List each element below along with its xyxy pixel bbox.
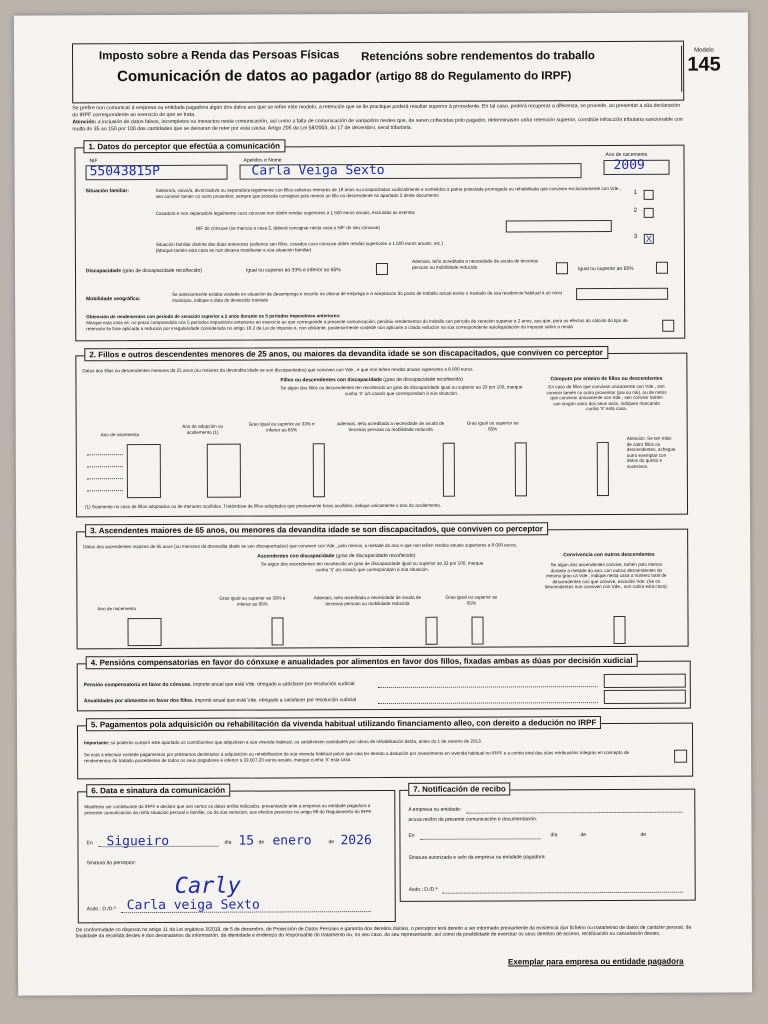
receipt-signature-label: Sinatura autorizada e selo da empresa ou entidade pagadora: (408, 854, 546, 861)
children-whole-note: En caso de fillos que convivan unicamente con Vde., sen convivir tamén co outro proxenitor (pai ou nai), ou de netos que convivan unicamente con Vde., sen convivir tamén con ningún outro dos seus avós, indíqueo marcando cunha 'X' esta casa. (546, 383, 667, 412)
receipt-de1-label: de (580, 832, 587, 839)
copy-label: Exemplar para empresa ou entidade pagadora (507, 956, 684, 967)
section-2 (75, 348, 688, 518)
section-2-title: 2. Fillos e outros descendentes menores de 25 anos, ou maiores da devandita idade se son discapacitados, que conviven co perceptor (84, 346, 608, 361)
pension-text: Importe anual que está Vde. obrigado a satisfacer por resolución xudicial (192, 681, 355, 688)
ascendants-disability-note: Se algún dos ascendentes ten recoñecido un grao de discapacidade igual ou superior ao 33 por 100, marque cunha 'X' a/s casa/s que corresponda/n á súa situación. (261, 560, 484, 572)
signed-by-label: Asdo.: D./D.ª (86, 906, 116, 913)
section-7 (399, 784, 695, 902)
main-title-text: Comunicación de datos ao pagador (117, 67, 372, 86)
disability-aid-label: Ademais, teño acreditada a necesidade de axuda de terceiras persoas ou mobilidade reducida (411, 258, 539, 270)
children-aid-header: Ademais, teño acreditada a necesidade de axuda de terceiras persoas ou mobilidade reducida (336, 420, 445, 432)
entity-label: A empresa ou entidade: (408, 806, 462, 813)
section-5 (77, 718, 693, 780)
family-checkbox-1[interactable] (644, 190, 654, 200)
day-de-label: de (258, 839, 265, 846)
children-disability-header-text: Fillos ou descendentes con discapacidade (280, 377, 382, 384)
family-label: Situación familiar: (85, 188, 129, 195)
disability-sub: (grao de discapacidade recoñecido) (122, 267, 202, 275)
year-value[interactable]: 2026 (340, 833, 372, 849)
children-birth-header: Ano de nacemento (100, 432, 140, 438)
attention-body: a inclusión de datos falsos, incompletos ou inexactos nesta comunicación, así como a falta de comunicación de variacións nestes que, de seren coñecidas polo pagador, determinasen unha retención superior, constitúe infracción tributaria sancionable con multa do 35 ao 150 por 100 das cantidades que se deixaran de reter por esta causa. Artigo 205 da Lei 58/2003, do 17 de decembro, xeral tributaria. (72, 116, 683, 132)
ascendants-aid-column[interactable] (425, 617, 437, 645)
signature-drawing: Carly (174, 873, 241, 899)
family-option-1: Solteiro/a, viúvo/a, divorciado/a ou separado/a legalmente con fillos solteiros menores de 18 anos ou incapacitados xudicialmente e sometidos a patria potestade prorrogada ou rehabilitada que conviven exclusivamente con Vde., sen convivir tamén co outro proxenitor, sempre que proceda consignar polo menos un fillo ou descendente no apartado 2 deste documento (155, 185, 621, 199)
children-footnote: (1) Soamente no caso de fillos adoptados ou de menores acollidos. Tratándose de fillos adoptados que previamente foran acollidos, indique unicamente o ano do acollemento. (84, 502, 442, 510)
receipt-signed-line[interactable] (443, 892, 683, 894)
nif-value: 55043815P (89, 163, 161, 180)
annuity-dots (378, 702, 598, 704)
children-65-header: Grao igual ou superior ao 65% (466, 420, 519, 432)
privacy-footer: De conformidade co disposto no artigo 11 da Lei orgánica 3/2018, de 5 de decembro, de Protección de Datos Persoais e garantía dos dereitos dixitais, o perceptor terá dereito a ser informado previamente da existencia dun ficheiro ou tratamento de datos de carácter persoal, da finalidade da recollida destes e dos destinatarios da información, da identidade e enderezo do responsable do tratamento ou, no seu caso, do seu representante, así como da posibilidade de exercitar os seus dereitos de acceso, rectificación ou cancelación destes. (75, 924, 692, 940)
ascendants-disability-header-text: Ascendentes con discapacidade (257, 553, 335, 560)
section-2-intro: Datos dos fillos ou descendentes menores de 25 anos (ou maiores da devandita idade se son discapacitados) que conviven con Vde., e que non teñen rendas anuais superiores a 8.000 euros. (82, 366, 474, 374)
children-65-column[interactable] (515, 442, 527, 496)
section-5-text: Se está a efectuar vostede pagamentos por préstamos destinados á adquisición ou rehabilitación da súa vivenda habitual polos que vaia ter dereito a dedución por investimento en vivenda habitual no IRPF e a contía total das súas retribucións íntegras en concepto de rendementos do traballo procedentes de todos os seus pagadores é inferior a 33.007,20 euros anuais, marque cunha 'X' esta casa (84, 749, 630, 763)
mobility-date-field[interactable] (576, 288, 668, 300)
day-label: día (224, 839, 232, 846)
birth-year-value: 2009 (613, 157, 645, 173)
place-value[interactable]: Sigueiro (106, 833, 170, 850)
disability-label (86, 268, 202, 275)
section-7-title: 7. Notificación de recibo (408, 782, 511, 795)
disability-33-label: Igual ou superior ao 33% e inferior ao 65% (245, 267, 341, 274)
family-box-2-number: 2 (633, 207, 638, 214)
children-whole-column[interactable] (597, 442, 609, 496)
ascendants-65-header: Grao igual ou superior ao 65% (445, 594, 498, 606)
entity-line[interactable] (466, 812, 682, 814)
children-row-2 (87, 466, 123, 467)
spouse-nif-label: NIF do cónxuxe (se marcou a casa 2, deberá consignar nesta casa o NIF do seu cónxuxe) (195, 225, 380, 231)
disability-65-label: Igual ou superior ao 65% (577, 265, 634, 273)
pension-amount-field[interactable] (604, 674, 686, 688)
income-checkbox[interactable] (662, 320, 674, 332)
annuity-amount-field[interactable] (604, 690, 686, 704)
children-whole-header: Cómputo por enteiro de fillos ou descendentes (550, 375, 663, 383)
main-title-suffix: (artigo 88 do Regulamento do IRPF) (375, 70, 572, 84)
acknowledgment-text: acusa recibo da presente comunicación e documentación. (408, 816, 538, 823)
family-option-3-note: (Marque tamén esta casa se non desexa manifestar a súa situación familiar) (155, 247, 312, 253)
mobility-text: Se anteriormente estaba vostede en situación de desemprego e inscrito na oficina de emprego e a aceptación do posto de traballo actual esixiu o traslado da súa residencia habitual a un novo municipio, indique a data do devandito traslado (172, 290, 563, 303)
receipt-place-line[interactable] (420, 838, 540, 840)
family-checkbox-3[interactable]: X (645, 233, 652, 244)
children-aid-column[interactable] (443, 443, 455, 497)
withholding-title: Retencións sobre rendementos do traballo (361, 50, 595, 64)
ascendants-cohab-note: Se algún dos ascendentes convive, tamén polo menos durante a metade do ano, con outros descendentes do mesmo grao ca Vde., indique nesta casa o número total de descendentes cos que convive, excluído Vde. (Se os descendentes non conviven con Vde., non cubra esta casa). (544, 561, 668, 590)
children-33-column[interactable] (313, 443, 325, 497)
children-birth-column[interactable] (127, 444, 161, 498)
disability-label-text: Discapacidade (85, 268, 122, 275)
section-4-title: 4. Pensións compensatorias en favor do cónxuxe e anualidades por alimentos en favor dos fillos, fixadas ambas as dúas por decisión xudicial (86, 654, 638, 669)
section-6-text: Manifesto ser contribuínte do IRPF e declaro que son certos os datos arriba indicados, presentando ante a empresa ou entidade pagadora a presente comunicación da miña situación persoal e familiar, ou da súa variación, aos efectos previstos no artigo 88 do Regulamento do IRPF. (84, 803, 373, 815)
section-6-title: 6. Data e sinatura da comunicación (86, 784, 230, 798)
ascendants-65-column[interactable] (471, 617, 483, 645)
model-label: Modelo (694, 47, 714, 54)
receipt-de2-label: de (640, 831, 647, 838)
date-in-label: En (86, 840, 93, 847)
name-label: Apelidos e Nome (243, 157, 282, 164)
children-33-header: Grao igual ou superior ao 33% e inferior ao 65% (248, 421, 315, 433)
pension-dots (378, 686, 598, 688)
ascendants-cohab-header: Convivencia con outros descendentes (563, 551, 655, 559)
form-header (72, 41, 721, 104)
main-title (117, 66, 571, 86)
ascendants-33-column[interactable] (271, 617, 283, 645)
section-1-title: 1. Datos do perceptor que efectúa a comunicación (83, 139, 285, 153)
section-5-important-text: só poderán cumprir este apartado os contribuíntes que adquirisen a súa vivenda habitual, ou satisfixesen cantidades por obras de rehabilitación desta, antes do 1 de xaneiro de 2013. (110, 738, 482, 746)
family-box-3-number: 3 (633, 233, 638, 240)
family-option-3: Situación familiar distinta das dúas anteriores (solteiros sen fillos, casados cuxo cónxuxe obtén rendas superiores a 1.500 euros anuais, etc.) (155, 240, 443, 247)
section-3-intro: Datos dos ascendentes maiores de 65 anos (ou menores da devandita idade se son discapacitados) que conviven con Vde., polo menos, a metade do ano e que non teñen rendas anuais superiores a 8.000 euros. (83, 542, 518, 550)
nif-label: NIF (89, 158, 98, 165)
section-5-important (84, 738, 674, 746)
day-value[interactable]: 15 (238, 833, 255, 849)
children-disability-note: Se algún dos fillos ou descendentes ten recoñecido un grao de discapacidade igual ou superior ao 33 por 100, marque cunha 'X' a/s casa/s que corresponda/n á súa situación. (280, 384, 523, 396)
mobility-label: Mobilidade xeográfica: (86, 296, 141, 303)
children-row-3 (87, 478, 123, 479)
ascendants-cohab-column[interactable] (613, 616, 625, 644)
income-text: Marque esta casa se, no prazo comprendido nos 5 períodos impositivos anteriores ao exercicio ao que corresponde a presente comunicación, percibiu rendementos do traballo con período de xeración superior a 2 anos, aos que, para os efectos do cálculo do tipo de retención lle fose aplicada a redución por irregularidade considerada no artigo 18.2 da Lei do imposto e, non obstante, posteriormente vostede non aplicase a citada redución na súa correspondente autoliquidación do imposto sobre a renda (86, 317, 628, 331)
month-value[interactable]: enero (272, 833, 312, 849)
children-adopt-column[interactable] (207, 444, 241, 498)
birth-year-label: Ano de nacemento (605, 151, 648, 159)
tax-title: Imposto sobre a Renda das Persoas Físicas (99, 49, 340, 63)
disability-65-checkbox[interactable] (656, 262, 668, 274)
children-attention-note: Atención: Se ten máis de catro fillos ou descendentes, achegue outro exemplar con datos do quinto e sucesivos. (626, 435, 676, 469)
receipt-signed-label: Asdo.: D./D.ª (408, 886, 438, 893)
section-4 (77, 655, 691, 712)
annuity-text: Importe anual que está Vde. obrigado a satisfacer por resolución xudicial (194, 697, 357, 704)
children-row-4 (87, 490, 123, 491)
ascendants-disability-header (257, 553, 415, 560)
section-1 (74, 141, 685, 342)
housing-checkbox[interactable] (674, 750, 687, 763)
family-box-1-number: 1 (633, 189, 638, 196)
intro-text: Se prefire non comunicar á empresa ou entidade pagadora algún dos datos aos que se refire este modelo, a retención que se lle practique poderá resultar superior á procedente. En tal caso, poderá recuperar a diferenza, se procede, ao presentar a súa declaración do IRPF correspondente ao exercicio de que se trata. (72, 102, 681, 118)
receipt-in-label: En (408, 832, 415, 839)
ascendants-disability-header-sub: (grao de discapacidade recoñecido) (335, 552, 416, 560)
ascendants-33-header: Grao igual ou superior ao 33% e inferior ao 65% (219, 595, 286, 607)
children-adopt-header: Ano de adopción ou acollemento (1) (182, 423, 224, 435)
annuity-label-text: Anualidades por alimentos en favor dos fillos. (83, 697, 194, 705)
attention-text (72, 117, 684, 133)
section-5-title: 5. Pagamentos pola adquisición ou rehabilitación da vivenda habitual utilizando financiamento alleo, con dereito a dedución no IRPF (86, 716, 601, 731)
model-number: 145 (687, 53, 721, 76)
disability-aid-checkbox[interactable] (556, 262, 568, 274)
annuity-label (84, 697, 356, 704)
model-box (681, 45, 726, 91)
attention-label: Atención: (72, 119, 97, 126)
section-5-important-label: Importante: (84, 740, 110, 746)
form-sheet (14, 12, 752, 995)
ascendants-birth-header: Ano de nacemento (97, 606, 137, 612)
pension-label (84, 681, 355, 688)
section-3 (76, 524, 689, 650)
ascendants-aid-header: Ademais, teño acreditada a necesidade de axuda de terceiras persoas ou mobilidade reducida (313, 594, 422, 606)
income-label: Obtención de rendementos con período de xeración superior a 2 anos durante os 5 períodos impositivos anteriores: (86, 313, 341, 320)
family-option-2: Casado/a e non separado/a legalmente cuxo cónxuxe non obtén rendas superiores a 1.500 euros anuais, excluídas as exentas (155, 209, 415, 216)
ascendants-birth-column[interactable] (127, 618, 161, 646)
year-de-label: de (328, 839, 335, 846)
disability-33-checkbox[interactable] (376, 263, 388, 275)
signed-by-value[interactable]: Carla veiga Sexto (126, 897, 260, 914)
signature-label: Sinatura do perceptor: (86, 860, 137, 867)
receipt-day-label: día (550, 832, 558, 839)
children-disability-header-sub: (grao de discapacidade recoñecido) (383, 376, 463, 383)
pension-label-text: Pensión compensatoria en favor do cónxuxe. (83, 681, 192, 689)
section-6 (77, 785, 396, 923)
family-checkbox-2[interactable] (644, 208, 654, 218)
children-disability-header (280, 377, 462, 384)
spouse-nif-field[interactable] (506, 220, 612, 232)
children-row-1 (87, 454, 123, 455)
section-3-title: 3. Ascendentes maiores de 65 anos, ou menores da devandita idade se son discapacitados, que conviven co perceptor (85, 522, 548, 537)
name-value: Carla Veiga Sexto (251, 162, 385, 179)
